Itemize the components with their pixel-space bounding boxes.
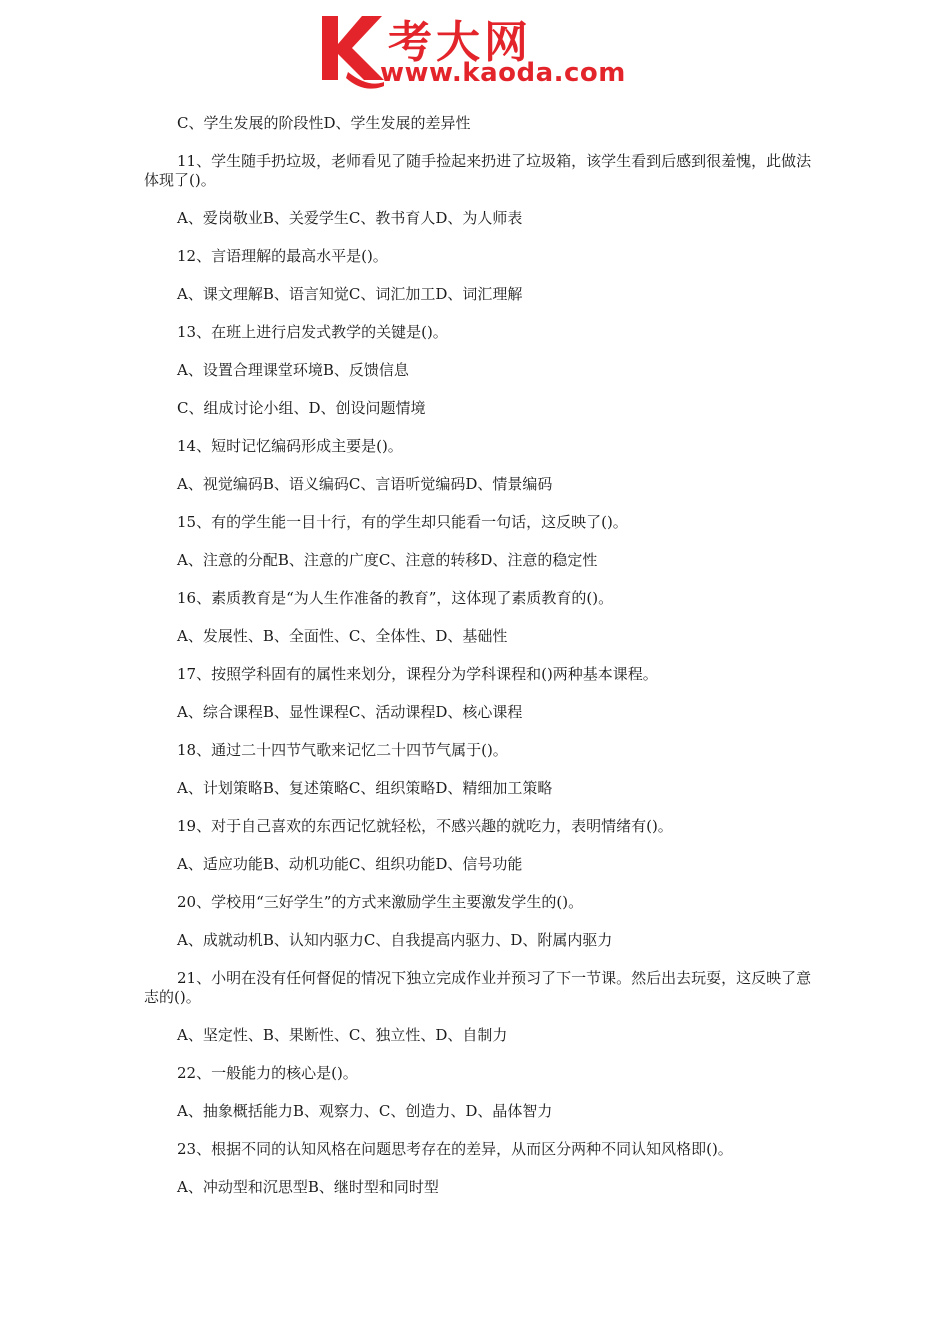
option-line: C、组成讨论小组、D、创设问题情境 — [177, 399, 426, 417]
question-18: 18、通过二十四节气歌来记忆二十四节气属于()。 — [177, 741, 508, 759]
kaoda-logo — [318, 8, 638, 92]
option-line: A、成就动机B、认知内驱力C、自我提高内驱力、D、附属内驱力 — [177, 931, 613, 949]
question-15: 15、有的学生能一目十行，有的学生却只能看一句话，这反映了()。 — [177, 513, 628, 531]
option-line: A、抽象概括能力B、观察力、C、创造力、D、晶体智力 — [177, 1102, 553, 1120]
question-22: 22、一般能力的核心是()。 — [177, 1064, 358, 1082]
logo-url: www.kaoda.com — [380, 58, 626, 88]
question-14: 14、短时记忆编码形成主要是()。 — [177, 437, 403, 455]
option-line: A、设置合理课堂环境B、反馈信息 — [177, 361, 409, 379]
option-line: A、爱岗敬业B、关爱学生C、教书育人D、为人师表 — [177, 209, 523, 227]
question-23: 23、根据不同的认知风格在问题思考存在的差异，从而区分两种不同认知风格即()。 — [177, 1140, 733, 1158]
option-line: A、冲动型和沉思型B、继时型和同时型 — [177, 1178, 439, 1196]
question-21: 21、小明在没有任何督促的情况下独立完成作业并预习了下一节课。然后出去玩耍，这反映了意志的()。 — [144, 969, 812, 1006]
option-line: A、计划策略B、复述策略C、组织策略D、精细加工策略 — [177, 779, 553, 797]
question-17: 17、按照学科固有的属性来划分，课程分为学科课程和()两种基本课程。 — [177, 665, 658, 683]
option-line: A、综合课程B、显性课程C、活动课程D、核心课程 — [177, 703, 523, 721]
question-12: 12、言语理解的最高水平是()。 — [177, 247, 388, 265]
option-line: A、课文理解B、语言知觉C、词汇加工D、词汇理解 — [177, 285, 523, 303]
k-logo-icon — [318, 8, 388, 92]
question-11: 11、学生随手扔垃圾，老师看见了随手捡起来扔进了垃圾箱，该学生看到后感到很羞愧，此做法体现了()。 — [144, 152, 812, 189]
option-line: A、坚定性、B、果断性、C、独立性、D、自制力 — [177, 1026, 508, 1044]
option-line: A、适应功能B、动机功能C、组织功能D、信号功能 — [177, 855, 523, 873]
question-16: 16、素质教育是“为人生作准备的教育”，这体现了素质教育的()。 — [177, 589, 614, 607]
document-body — [144, 114, 814, 1216]
logo-chinese-name: 考大网 — [388, 17, 532, 68]
question-13: 13、在班上进行启发式教学的关键是()。 — [177, 323, 448, 341]
question-20: 20、学校用“三好学生”的方式来激励学生主要激发学生的()。 — [177, 893, 584, 911]
option-line: A、视觉编码B、语义编码C、言语听觉编码D、情景编码 — [177, 475, 553, 493]
option-line: C、学生发展的阶段性D、学生发展的差异性 — [177, 114, 471, 132]
option-line: A、发展性、B、全面性、C、全体性、D、基础性 — [177, 627, 508, 645]
question-19: 19、对于自己喜欢的东西记忆就轻松，不感兴趣的就吃力，表明情绪有()。 — [177, 817, 673, 835]
option-line: A、注意的分配B、注意的广度C、注意的转移D、注意的稳定性 — [177, 551, 598, 569]
